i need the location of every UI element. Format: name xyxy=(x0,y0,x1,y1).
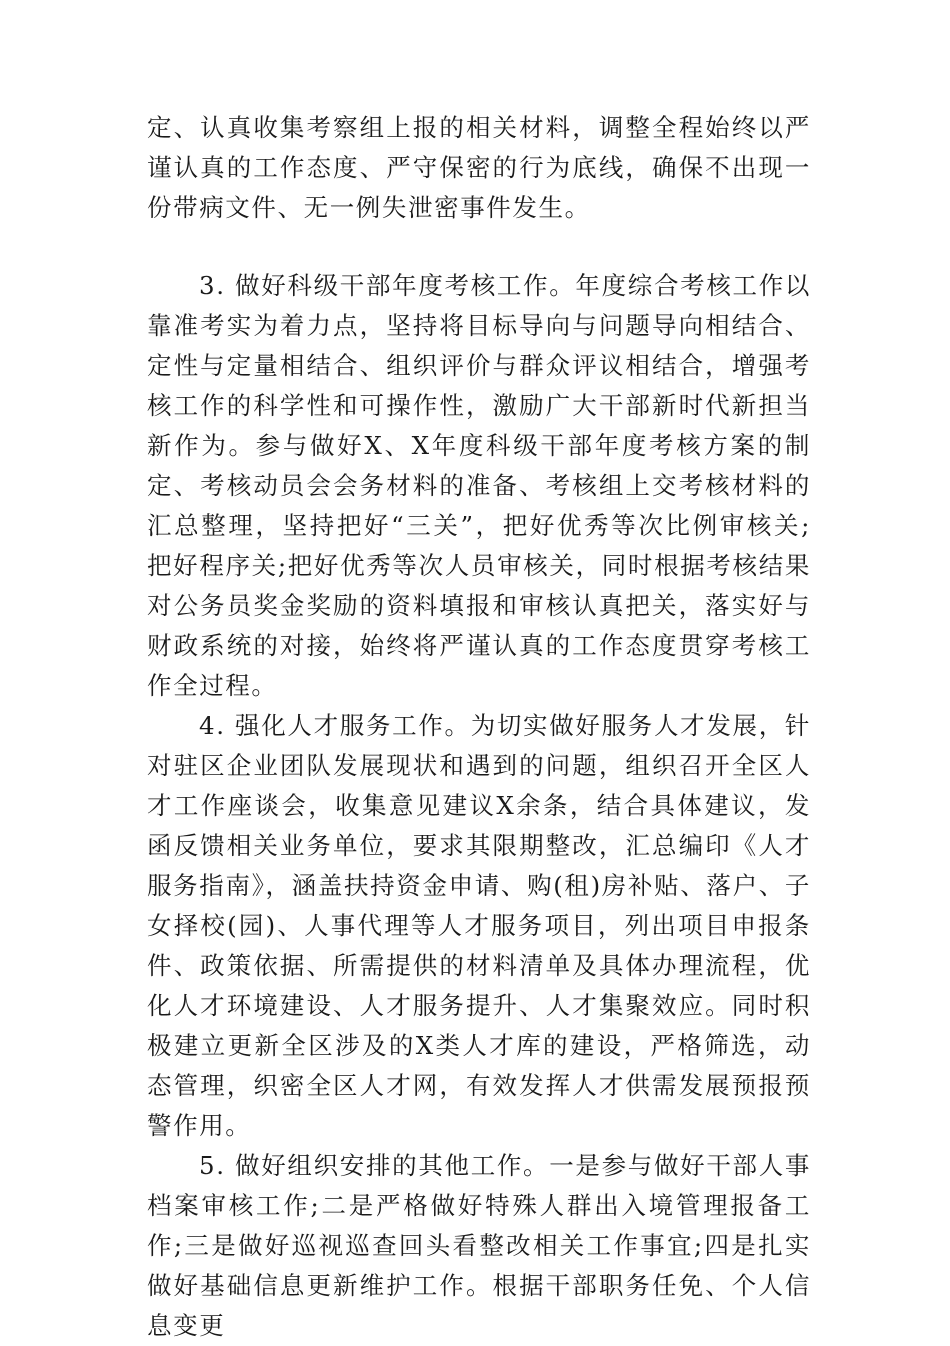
paragraph-item-4: 4. 强化人才服务工作。为切实做好服务人才发展，针对驻区企业团队发展现状和遇到的问题，组织召开全区人才工作座谈会，收集意见建议X余条，结合具体建议，发函反馈相关业务单位，要求其限期整改，汇总编印《人才服务指南》，涵盖扶持资金申请、购(租)房补贴、落户、子女择校(园)、人事代理等人才服务项目，列出项目申报条件、政策依据、所需提供的材料清单及具体办理流程，优化人才环境建设、人才服务提升、人才集聚效应。同时积极建立更新全区涉及的X类人才库的建设，严格筛选，动态管理，织密全区人才网，有效发挥人才供需发展预报预警作用。 xyxy=(147,711,811,1140)
paragraph-item-5: 5. 做好组织安排的其他工作。一是参与做好干部人事档案审核工作;二是严格做好特殊人群出入境管理报备工作;三是做好巡视巡查回头看整改相关工作事宜;四是扎实做好基础信息更新维护工作。根据干部职务任免、个人信息变更 xyxy=(147,1151,811,1340)
paragraph-item-3: 3. 做好科级干部年度考核工作。年度综合考核工作以靠准考实为着力点，坚持将目标导向与问题导向相结合、定性与定量相结合、组织评价与群众评议相结合，增强考核工作的科学性和可操作性，激励广大干部新时代新担当新作为。参与做好X、X年度科级干部年度考核方案的制定、考核动员会会务材料的准备、考核组上交考核材料的汇总整理，坚持把好“三关”，把好优秀等次比例审核关;把好程序关;把好优秀等次人员审核关，同时根据考核结果对公务员奖金奖励的资料填报和审核认真把关，落实好与财政系统的对接，始终将严谨认真的工作态度贯穿考核工作全过程。 xyxy=(147,271,811,700)
document-body xyxy=(147,108,811,1346)
paragraph-continuation: 定、认真收集考察组上报的相关材料，调整全程始终以严谨认真的工作态度、严守保密的行为底线，确保不出现一份带病文件、无一例失泄密事件发生。 xyxy=(147,113,811,222)
